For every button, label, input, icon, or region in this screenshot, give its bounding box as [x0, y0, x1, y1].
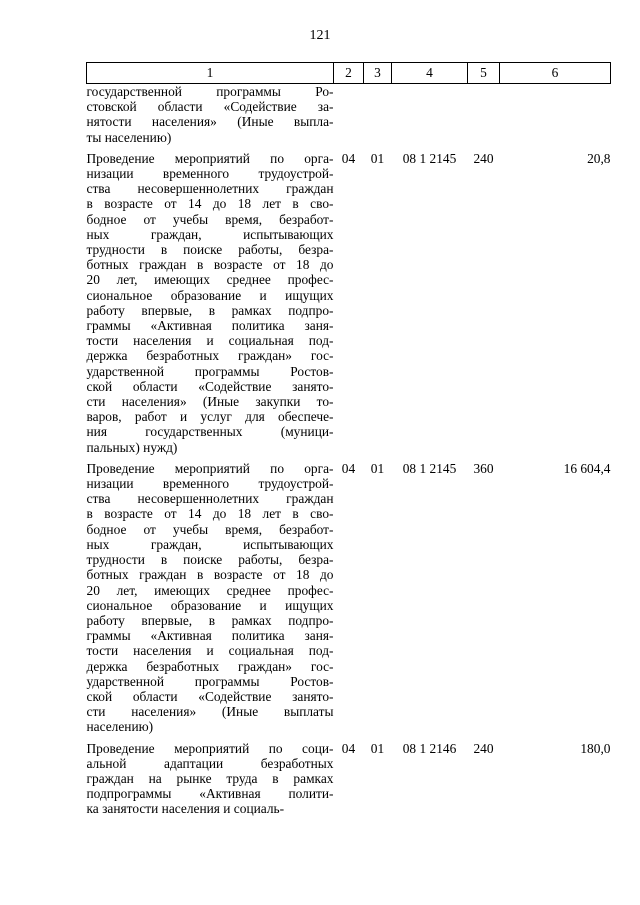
description-line: сиональное образование и ищущих — [86, 287, 334, 303]
cell-c6: 20,8 — [587, 150, 611, 166]
cell-c5: 240 — [473, 740, 494, 756]
description-line: 20 лет, имеющих среднее профес- — [86, 582, 334, 598]
row-description — [87, 151, 334, 455]
description-line: низации временного трудоустрой- — [86, 166, 334, 182]
budget-table — [86, 62, 611, 817]
description-line: держка безработных граждан» гос- — [86, 658, 334, 674]
cell-c4: 08 1 2145 — [402, 150, 457, 166]
description-line: в возрасте от 14 до 18 лет в сво- — [86, 506, 334, 522]
description-line: ных граждан, испытывающих — [86, 536, 334, 552]
description-line: держка безработных граждан» гос- — [86, 348, 334, 364]
cell-c3 — [364, 84, 392, 145]
cell-c2 — [334, 84, 364, 145]
cell-c2: 04 — [341, 150, 356, 166]
description-line: ской области «Содействие занято- — [86, 688, 334, 704]
description-line: работу впервые, в рамках подпро- — [86, 612, 334, 628]
description-line: сиональное образование и ищущих — [86, 597, 334, 613]
cell-c3: 01 — [370, 150, 385, 166]
description-line: подпрограммы «Активная полити- — [86, 786, 334, 802]
description-line: граждан на рынке труда в рамках — [86, 770, 334, 786]
cell-c4: 08 1 2145 — [402, 460, 457, 476]
description-line: ных граждан, испытывающих — [86, 226, 334, 242]
header-col-5: 5 — [468, 63, 500, 84]
cell-c6: 180,0 — [580, 740, 611, 756]
header-col-2: 2 — [334, 63, 364, 84]
description-line: в возрасте от 14 до 18 лет в сво- — [86, 196, 334, 212]
cell-c5: 360 — [473, 460, 494, 476]
description-line: ты населению) — [86, 129, 172, 145]
description-line: граммы «Активная политика заня- — [86, 318, 334, 334]
row-description — [87, 741, 334, 817]
description-line: ния государственных (муници- — [86, 424, 334, 440]
description-line: тости населения и социальная под- — [86, 643, 334, 659]
description-line: работу впервые, в рамках подпро- — [86, 302, 334, 318]
header-col-4: 4 — [392, 63, 468, 84]
description-line: граммы «Активная политика заня- — [86, 628, 334, 644]
table-row — [87, 84, 611, 145]
description-line: тости населения и социальная под- — [86, 333, 334, 349]
description-line: Проведение мероприятий по соци- — [86, 740, 334, 756]
cell-c4 — [392, 84, 468, 145]
table-row — [87, 151, 611, 455]
cell-c3: 01 — [370, 460, 385, 476]
row-description — [87, 461, 334, 735]
description-line: ства несовершеннолетних граждан — [86, 491, 334, 507]
cell-c4: 08 1 2146 — [402, 740, 457, 756]
header-col-3: 3 — [364, 63, 392, 84]
table-row — [87, 741, 611, 817]
description-line: варов, работ и услуг для обеспече- — [86, 409, 334, 425]
description-line: бодное от учебы время, безработ- — [86, 211, 334, 227]
description-line: низации временного трудоустрой- — [86, 476, 334, 492]
description-line: трудности в поиске работы, безра- — [86, 242, 334, 258]
description-line: ства несовершеннолетних граждан — [86, 181, 334, 197]
description-line: нятости населения» (Иные выпла- — [86, 114, 334, 130]
description-line: стовской области «Содействие за- — [86, 99, 334, 115]
header-col-1: 1 — [87, 63, 334, 84]
description-line: ка занятости населения и социаль- — [86, 801, 285, 817]
cell-c5 — [468, 84, 500, 145]
description-line: сти населения» (Иные выплаты — [86, 704, 334, 720]
table-row — [87, 461, 611, 735]
cell-c2: 04 — [341, 460, 356, 476]
description-line: альной адаптации безработных — [86, 755, 334, 771]
description-line: трудности в поиске работы, безра- — [86, 552, 334, 568]
description-line: государственной программы Ро- — [86, 84, 334, 99]
description-line: ской области «Содействие занято- — [86, 378, 334, 394]
row-description — [87, 84, 334, 145]
description-line: населению) — [86, 719, 154, 735]
description-line: 20 лет, имеющих среднее профес- — [86, 272, 334, 288]
cell-c2: 04 — [341, 740, 356, 756]
description-line: бодное от учебы время, безработ- — [86, 521, 334, 537]
description-line: Проведение мероприятий по орга- — [86, 460, 334, 476]
cell-c5: 240 — [473, 150, 494, 166]
table-header-row — [87, 63, 611, 84]
description-line: ударственной программы Ростов- — [86, 673, 334, 689]
cell-c6: 16 604,4 — [563, 460, 611, 476]
description-line: ударственной программы Ростов- — [86, 363, 334, 379]
cell-c3: 01 — [370, 740, 385, 756]
description-line: ботных граждан в возрасте от 18 до — [86, 257, 334, 273]
description-line: пальных) нужд) — [86, 439, 178, 455]
description-line: ботных граждан в возрасте от 18 до — [86, 567, 334, 583]
description-line: Проведение мероприятий по орга- — [86, 150, 334, 166]
cell-c6 — [500, 84, 611, 145]
description-line: сти населения» (Иные закупки то- — [86, 394, 334, 410]
page-number: 121 — [309, 28, 331, 43]
header-col-6: 6 — [500, 63, 611, 84]
